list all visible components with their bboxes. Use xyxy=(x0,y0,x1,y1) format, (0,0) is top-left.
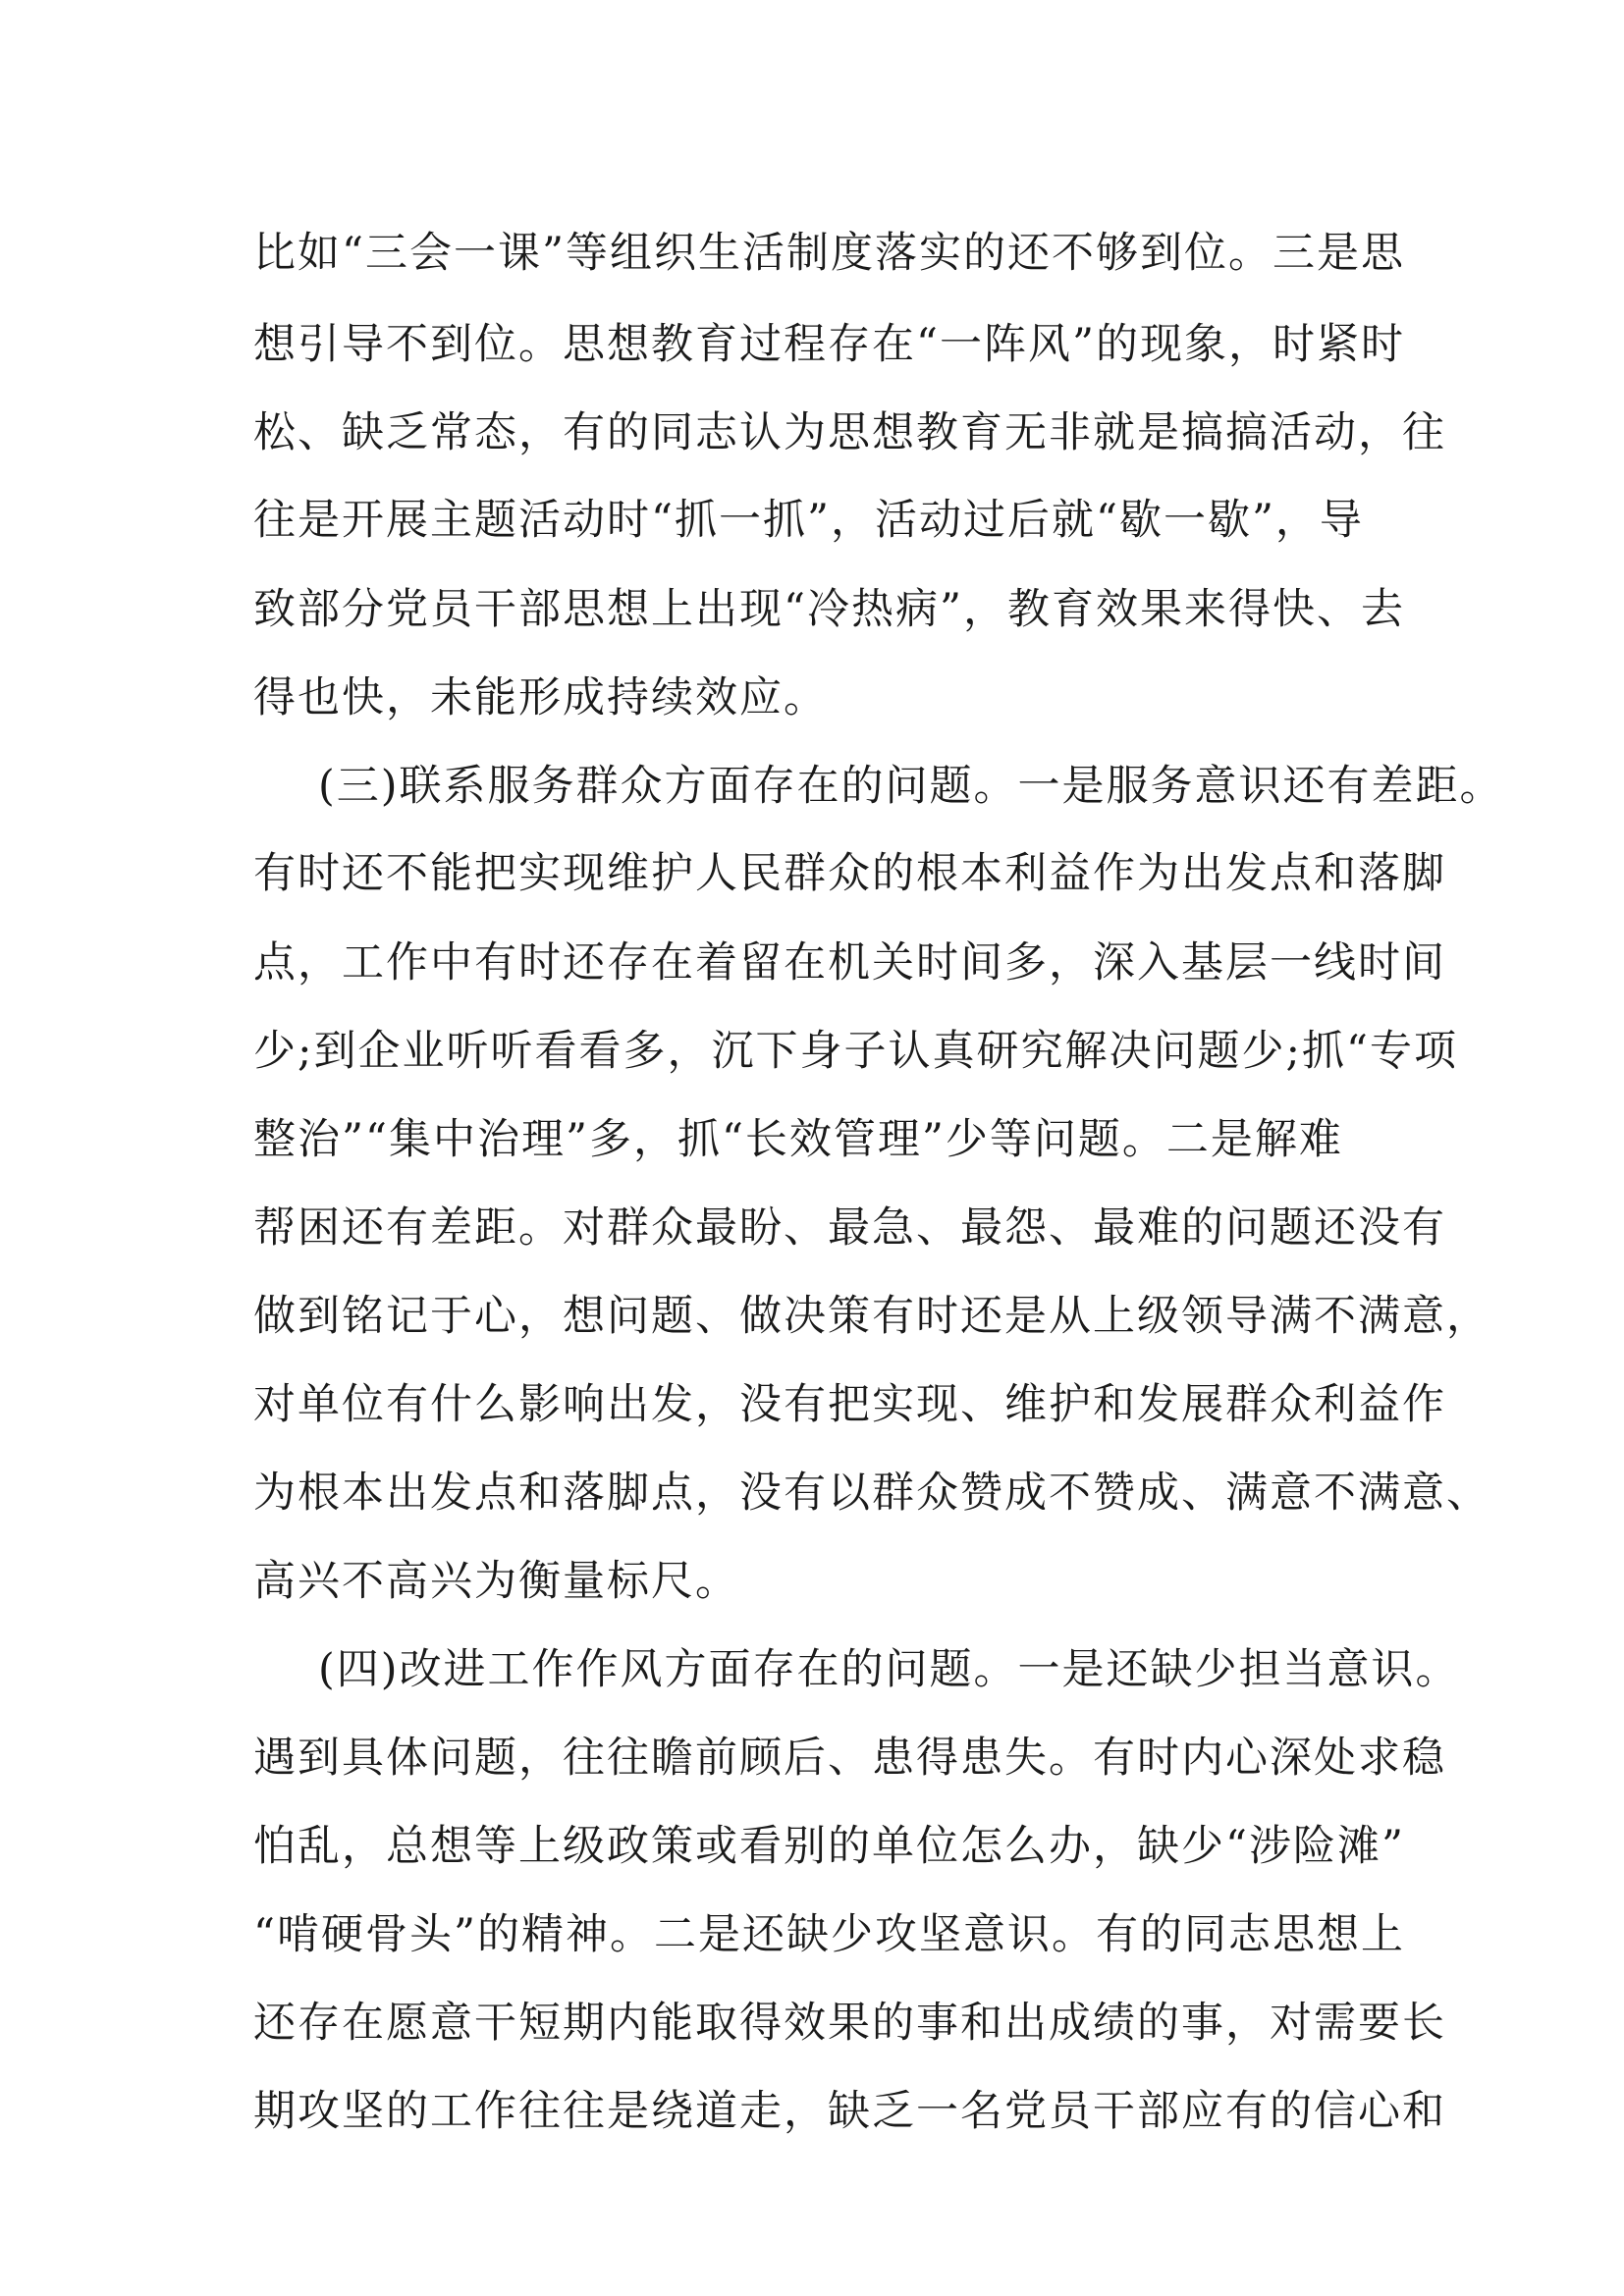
text-line-11: 整治”“集中治理”多，抓“长效管理”少等问题。二是解难 xyxy=(253,1115,1343,1164)
text-line-3: 松、缺乏常态，有的同志认为思想教育无非就是搞搞活动，往 xyxy=(253,408,1446,457)
text-line-9: 点，工作中有时还存在着留在机关时间多，深入基层一线时间 xyxy=(253,938,1446,988)
text-line-16: 高兴不高兴为衡量标尺。 xyxy=(253,1557,739,1606)
text-line-15: 为根本出发点和落脚点，没有以群众赞成不赞成、满意不满意、 xyxy=(253,1468,1490,1518)
text-line-10: 少;到企业听听看看多，沉下身子认真研究解决问题少;抓“专项 xyxy=(253,1027,1458,1076)
text-line-20: “啃硬骨头”的精神。二是还缺少攻坚意识。有的同志思想上 xyxy=(253,1910,1405,1959)
text-line-1: 比如“三会一课”等组织生活制度落实的还不够到位。三是思 xyxy=(253,229,1405,278)
text-line-12: 帮困还有差距。对群众最盼、最急、最怨、最难的问题还没有 xyxy=(253,1203,1446,1253)
text-line-5: 致部分党员干部思想上出现“冷热病”，教育效果来得快、去 xyxy=(253,585,1405,634)
text-line-21: 还存在愿意干短期内能取得效果的事和出成绩的事，对需要长 xyxy=(253,1999,1446,2048)
section-heading-three: (三)联系服务群众方面存在的问题。一是服务意识还有差距。 xyxy=(318,762,1504,811)
text-line-14: 对单位有什么影响出发，没有把实现、维护和发展群众利益作 xyxy=(253,1380,1446,1429)
text-line-13: 做到铭记于心，想问题、做决策有时还是从上级领导满不满意， xyxy=(253,1292,1490,1341)
text-line-4: 往是开展主题活动时“抓一抓”，活动过后就“歇一歇”，导 xyxy=(253,496,1364,545)
text-line-6: 得也快，未能形成持续效应。 xyxy=(253,673,828,722)
text-line-19: 怕乱，总想等上级政策或看别的单位怎么办，缺少“涉险滩” xyxy=(253,1822,1405,1871)
text-line-2: 想引导不到位。思想教育过程存在“一阵风”的现象，时紧时 xyxy=(253,320,1405,369)
text-line-22: 期攻坚的工作往往是绕道走，缺乏一名党员干部应有的信心和 xyxy=(253,2087,1446,2136)
text-line-18: 遇到具体问题，往往瞻前顾后、患得患失。有时内心深处求稳 xyxy=(253,1734,1446,1783)
text-line-8: 有时还不能把实现维护人民群众的根本利益作为出发点和落脚 xyxy=(253,849,1446,898)
section-heading-four: (四)改进工作作风方面存在的问题。一是还缺少担当意识。 xyxy=(318,1645,1460,1694)
